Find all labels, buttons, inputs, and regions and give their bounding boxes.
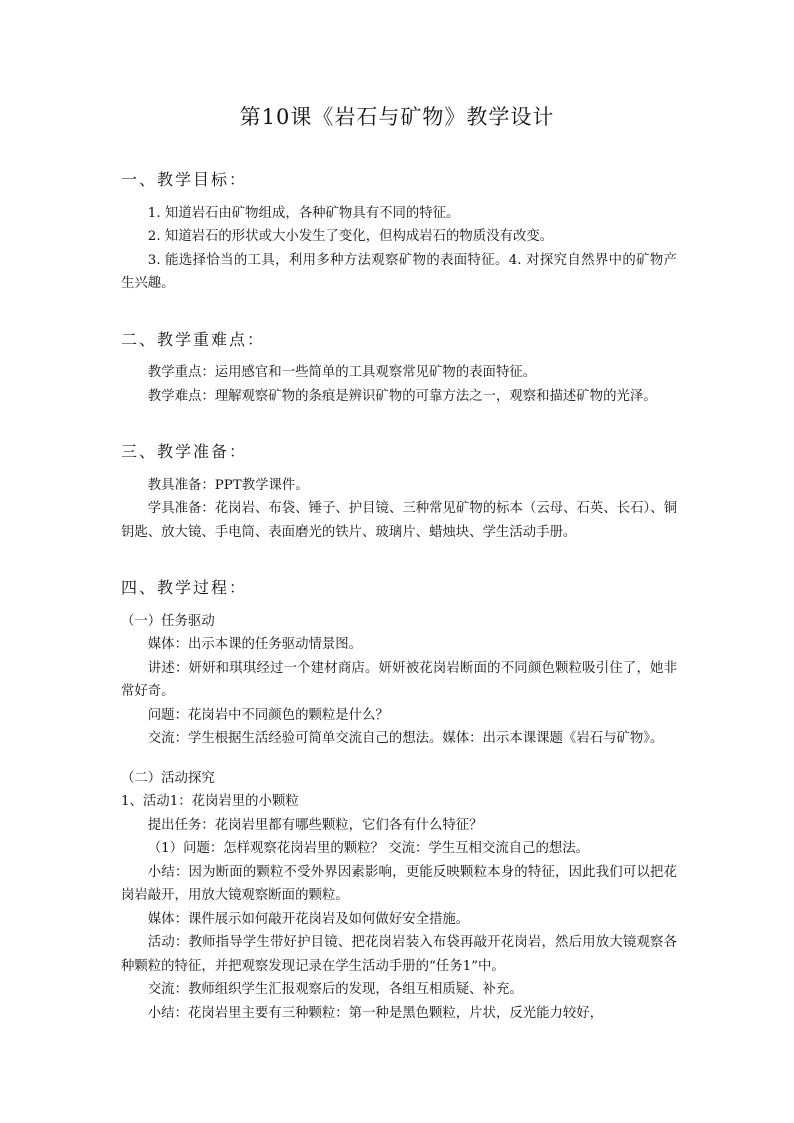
goal-item-2: 2. 知道岩石的形状或大小发生了变化，但构成岩石的物质没有改变。 (147, 229, 554, 244)
activity-item-activity: 活动：教师指导学生带好护目镜、把花岗岩装入布袋再敲开花岗岩，然后用放大镜观察各种颗粒的特征，并把观察发现记录在学生活动手册的“任务1”中。 (121, 935, 677, 974)
goal-item-1: 1. 知道岩石由矿物组成，各种矿物具有不同的特征。 (147, 205, 460, 221)
goal-item-3: 3. 能选择恰当的工具，利用多种方法观察矿物的表面特征。4. 对探究自然界中的矿物产生兴趣。 (121, 252, 677, 291)
activity-item-exchange: 交流：教师组织学生汇报观察后的发现，各组互相质疑、补充。 (147, 982, 523, 997)
activity-item-question: （1）问题：怎样观察花岗岩里的颗粒？ 交流：学生互相交流自己的想法。 (147, 841, 590, 856)
section-heading-process: 四、教学过程： (121, 578, 248, 597)
activity-item-summary-2: 小结：花岗岩里主要有三种颗粒：第一种是黑色颗粒，片状，反光能力较好， (147, 1005, 604, 1021)
process-item-media: 媒体：出示本课的任务驱动情景图。 (147, 637, 363, 652)
prep-student-tools: 学具准备：花岗岩、布袋、锤子、护目镜、三种常见矿物的标本（云母、石英、长石）、铜钥匙、放大镜、手电筒、表面磨光的铁片、玻璃片、蜡烛块、学生活动手册。 (121, 501, 677, 540)
keypoint-difficulty: 教学难点：理解观察矿物的条痕是辨识矿物的可靠方法之一，观察和描述矿物的光泽。 (147, 388, 657, 404)
section-heading-goals: 一、教学目标： (121, 170, 248, 189)
activity-item-task: 提出任务：花岗岩里都有哪些颗粒，它们各有什么特征？ (147, 817, 483, 833)
section-heading-prep: 三、教学准备： (121, 442, 248, 461)
subsection-heading-activity-explore: （二）活动探究 (121, 770, 215, 786)
subsection-heading-task-driven: （一）任务驱动 (121, 613, 215, 629)
prep-teacher-tools: 教具准备：PPT教学课件。 (147, 477, 309, 493)
activity-item-media: 媒体：课件展示如何敲开花岗岩及如何做好安全措施。 (147, 911, 470, 927)
keypoint-focus: 教学重点：运用感官和一些简单的工具观察常见矿物的表面特征。 (147, 365, 537, 380)
process-item-narration: 讲述：妍妍和琪琪经过一个建材商店。妍妍被花岗岩断面的不同颜色颗粒吸引住了，她非常好奇。 (121, 660, 677, 699)
document-body (121, 168, 677, 1025)
section-heading-keypoints: 二、教学重难点： (121, 329, 266, 349)
activity-item-summary-1: 小结：因为断面的颗粒不受外界因素影响，更能反映颗粒本身的特征，因此我们可以把花岗岩敲开，用放大镜观察断面的颗粒。 (121, 864, 677, 903)
activity-1-title: 1、活动1：花岗岩里的小颗粒 (121, 794, 299, 809)
document-title: 第10课《岩石与矿物》教学设计 (239, 105, 555, 129)
process-item-question: 问题：花岗岩中不同颜色的颗粒是什么？ (147, 707, 389, 723)
process-item-exchange: 交流：学生根据生活经验可简单交流自己的想法。媒体：出示本课课题《岩石与矿物》。 (147, 731, 664, 746)
